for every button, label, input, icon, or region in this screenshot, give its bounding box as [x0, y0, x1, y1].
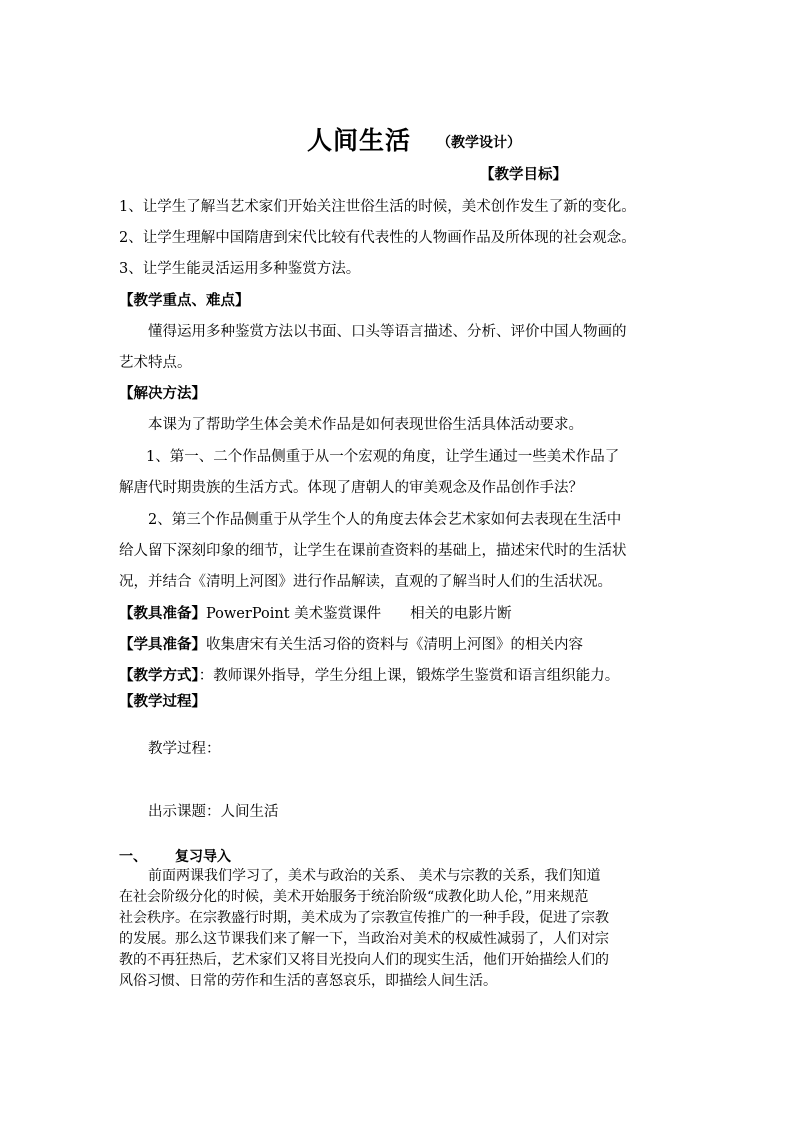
- methods-p1-line-2: 解唐代时期贵族的生活方式。体现了唐朝人的审美观念及作品创作手法？: [119, 480, 583, 496]
- review-heading: 复习导入: [175, 849, 231, 865]
- process-line-1: 教学过程：: [148, 741, 221, 757]
- key-points-line-2: 艺术特点。: [119, 355, 192, 371]
- review-line-3: 社会秩序。在宗教盛行时期，美术成为了宗教宣传推广的一种手段，促进了宗教: [119, 910, 609, 926]
- process-line-2: 出示课题：人间生活: [148, 804, 279, 820]
- teacher-prep: [119, 602, 512, 623]
- review-line-2: 在社会阶级分化的时候，美术开始服务于统治阶级“成教化助人伦，”用来规范: [119, 889, 589, 905]
- methods-p2-line-1: 2、第三个作品侧重于从学生个人的角度去体会艺术家如何去表现在生活中: [148, 512, 622, 528]
- student-prep-label: 【学具准备】: [119, 636, 206, 653]
- teaching-mode: [119, 664, 619, 685]
- methods-p2-line-2: 给人留下深刻印象的细节，让学生在课前查资料的基础上，描述宋代时的生活状: [119, 543, 627, 559]
- goal-item-2: 2、让学生理解中国隋唐到宋代比较有代表性的人物画作品及所体现的社会观念。: [119, 230, 636, 246]
- key-points-line-1: 懂得运用多种鉴赏方法以书面、口头等语言描述、分析、评价中国人物画的: [148, 324, 627, 340]
- methods-p1-line-1: 1、第一、二个作品侧重于从一个宏观的角度，让学生通过一些美术作品了: [146, 449, 620, 465]
- student-prep: [119, 633, 583, 654]
- process-heading: 【教学过程】: [119, 693, 206, 710]
- page-title: 人间生活: [307, 126, 412, 155]
- methods-p2-line-3: 况，并结合《清明上河图》进行作品解读，直观的了解当时人们的生活状况。: [119, 574, 612, 590]
- goal-item-1: 1、让学生了解当艺术家们开始关注世俗生活的时候，美术创作发生了新的变化。: [119, 199, 636, 215]
- teaching-mode-label: 【教学方式】: [119, 667, 199, 684]
- methods-intro: 本课为了帮助学生体会美术作品是如何表现世俗生活具体活动要求。: [148, 417, 583, 433]
- methods-heading: 【解决方法】: [119, 385, 206, 402]
- student-prep-text: 收集唐宋有关生活习俗的资料与《清明上河图》的相关内容: [206, 637, 583, 653]
- review-line-1: 前面两课我们学习了，美术与政治的关系、 美术与宗教的关系，我们知道: [148, 868, 601, 884]
- review-number: 一、: [119, 849, 147, 865]
- review-line-5: 教的不再狂热后，艺术家们又将目光投向人们的现实生活，他们开始描绘人们的: [119, 952, 609, 968]
- teacher-prep-text: PowerPoint 美术鉴赏课件 相关的电影片断: [206, 606, 512, 622]
- teacher-prep-label: 【教具准备】: [119, 605, 206, 622]
- goals-heading: 【教学目标】: [480, 166, 567, 183]
- key-points-heading: 【教学重点、难点】: [119, 292, 250, 309]
- teaching-mode-text: ：教师课外指导，学生分组上课，锻炼学生鉴赏和语言组织能力。: [198, 668, 620, 684]
- review-line-6: 风俗习惯、日常的劳作和生活的喜怒哀乐，即描绘人间生活。: [119, 973, 497, 989]
- goal-item-3: 3、让学生能灵活运用多种鉴赏方法。: [119, 261, 361, 277]
- review-line-4: 的发展。那么这节课我们来了解一下，当政治对美术的权威性减弱了，人们对宗: [119, 931, 609, 947]
- page-subtitle: （教学设计）: [437, 135, 521, 151]
